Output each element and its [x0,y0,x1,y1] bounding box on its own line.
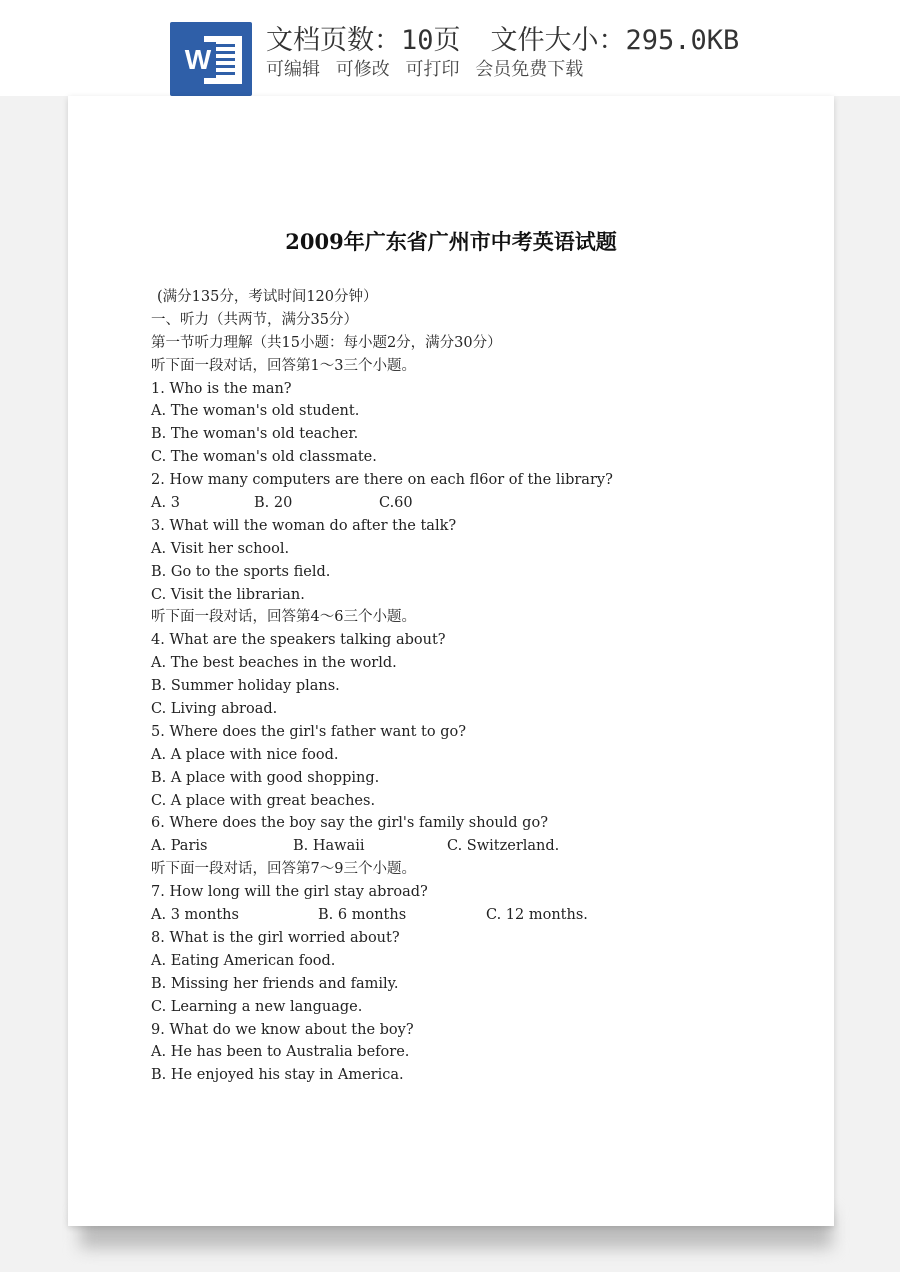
feature-printable: 可打印 [405,59,460,80]
option-c: C. 12 months. [486,907,588,924]
option-c: C. Switzerland. [447,838,560,855]
feature-member-download: 会员免费下载 [475,59,584,80]
option-c: C.60 [379,495,413,512]
option-line: A. Visit her school. [151,540,290,557]
question-9: 9. What do we know about the boy? [151,1021,414,1038]
question-5: 5. Where does the girl's father want to go? [151,723,466,740]
question-3: 3. What will the woman do after the talk? [151,517,457,534]
option-line: B. The woman's old teacher. [151,426,359,443]
option-b: B. 20 [254,495,293,512]
document-title: 2009年广东省广州市中考英语试题 [285,229,617,254]
option-a: A. 3 [151,495,180,512]
option-line: A. The woman's old student. [151,403,360,420]
instruction-line: 听下面一段对话，回答第4～6三个小题。 [151,609,416,626]
feature-list [266,55,593,81]
subsection-heading: 第一节听力理解（共15小题：每小题2分，满分30分） [151,334,502,351]
file-size: 文件大小：295.0KB [490,25,740,56]
word-document-icon [170,22,252,96]
section-heading: 一、听力（共两节，满分35分） [151,311,358,328]
instruction-line: 听下面一段对话，回答第7～9三个小题。 [151,861,416,878]
question-6-options [151,835,791,858]
question-7: 7. How long will the girl stay abroad? [151,884,428,901]
document-meta [266,18,739,57]
option-line: A. He has been to Australia before. [151,1044,410,1061]
option-a: A. 3 months [151,907,239,924]
feature-editable: 可编辑 [266,59,320,80]
option-line: A. The best beaches in the world. [151,655,397,672]
option-line: B. A place with good shopping. [151,769,380,786]
question-7-options [151,904,791,927]
option-line: B. Missing her friends and family. [151,975,399,992]
option-line: A. Eating American food. [151,952,336,969]
page-count: 文档页数：10页 [266,25,461,56]
document-body [151,286,791,1087]
option-line: B. He enjoyed his stay in America. [151,1067,404,1084]
question-2: 2. How many computers are there on each fl6or of the library? [151,472,613,489]
question-1: 1. Who is the man? [151,380,292,397]
word-letter: W [180,42,216,78]
question-2-options [151,492,791,515]
option-a: A. Paris [151,838,208,855]
instruction-line: 听下面一段对话，回答第1～3三个小题。 [151,357,416,374]
exam-info: (满分135分，考试时间120分钟） [157,289,378,305]
option-line: C. A place with great beaches. [151,792,376,809]
option-b: B. 6 months [318,907,407,924]
option-line: C. Learning a new language. [151,998,363,1015]
option-b: B. Hawaii [293,838,365,855]
feature-modifiable: 可修改 [335,59,390,80]
question-6: 6. Where does the boy say the girl's family should go? [151,815,548,832]
option-line: A. A place with nice food. [151,746,339,763]
option-line: C. The woman's old classmate. [151,449,377,466]
option-line: C. Living abroad. [151,701,278,718]
question-8: 8. What is the girl worried about? [151,929,400,946]
option-line: C. Visit the librarian. [151,586,305,603]
question-4: 4. What are the speakers talking about? [151,632,446,649]
option-line: B. Summer holiday plans. [151,678,340,695]
download-banner [0,0,900,96]
document-page [68,96,834,1226]
option-line: B. Go to the sports field. [151,563,331,580]
